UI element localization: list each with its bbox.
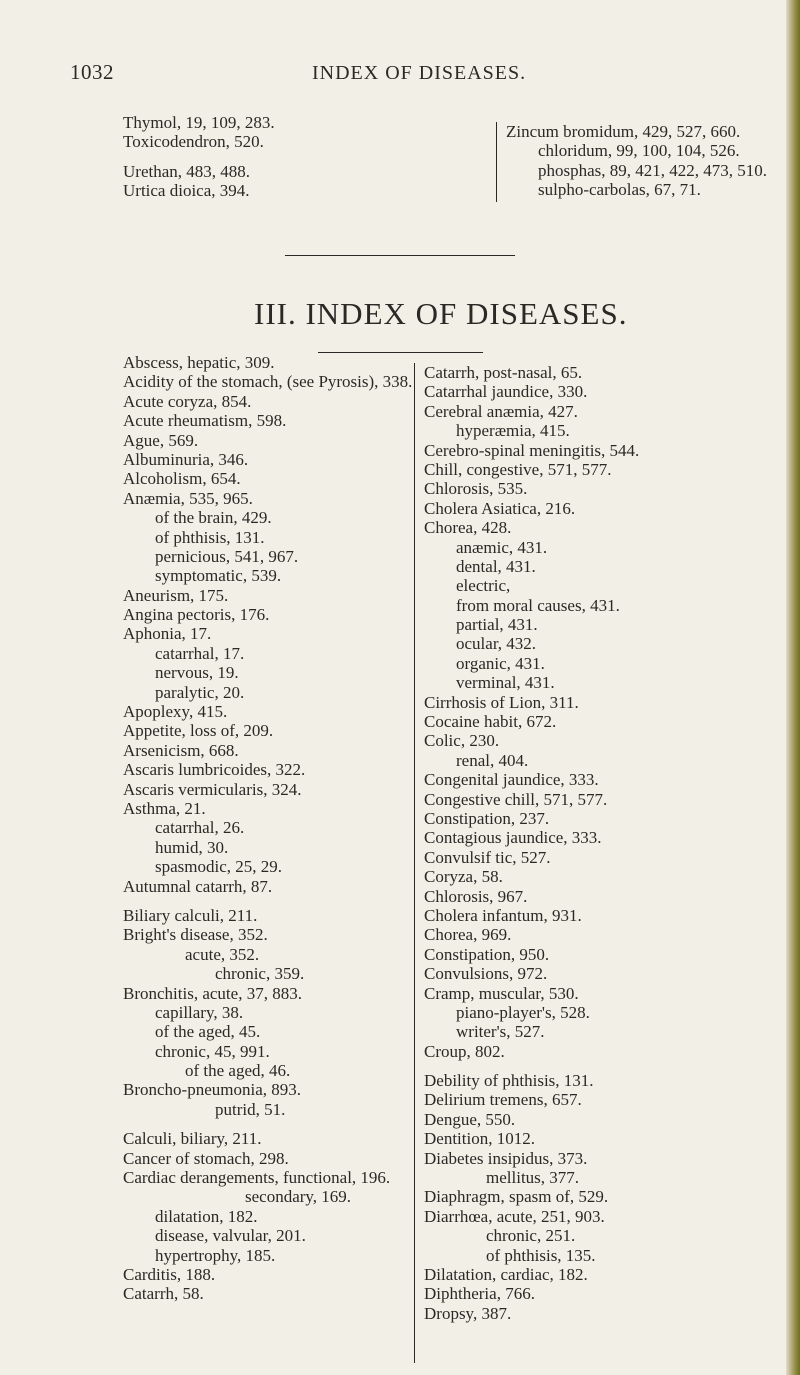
index-entry: Cancer of stomach, 298. (123, 1148, 289, 1168)
index-entry: Apoplexy, 415. (123, 702, 228, 722)
index-entry: Convulsions, 972. (424, 964, 548, 984)
index-subentry: chloridum, 99, 100, 104, 526. (538, 141, 740, 161)
index-subentry: catarrhal, 26. (155, 818, 245, 838)
index-subentry: chronic, 359. (215, 964, 305, 984)
index-subentry: catarrhal, 17. (155, 643, 245, 663)
index-subentry: acute, 352. (185, 944, 260, 964)
index-subentry: of phthisis, 131. (155, 527, 265, 547)
index-entry: Chlorosis, 535. (424, 479, 528, 499)
index-subentry: disease, valvular, 201. (155, 1226, 306, 1246)
index-entry: Congenital jaundice, 333. (424, 770, 599, 790)
index-entry: Carditis, 188. (123, 1264, 216, 1284)
index-subentry: nervous, 19. (155, 663, 239, 683)
index-entry: Dilatation, cardiac, 182. (424, 1264, 588, 1284)
index-block-top-left (123, 113, 275, 201)
index-entry: Constipation, 950. (424, 944, 550, 964)
index-column-right (414, 363, 639, 1363)
index-entry: Cocaine habit, 672. (424, 712, 557, 732)
section-divider-rule (285, 255, 515, 256)
index-entry: Ague, 569. (123, 430, 199, 450)
index-subentry: verminal, 431. (456, 673, 555, 693)
index-entry: Catarrh, 58. (123, 1284, 204, 1304)
index-subentry: dental, 431. (456, 556, 536, 576)
index-subentry: of the aged, 45. (155, 1022, 261, 1042)
entry-gap (123, 152, 275, 162)
index-entry: Dentition, 1012. (424, 1129, 535, 1149)
index-entry: Debility of phthisis, 131. (424, 1071, 594, 1091)
index-entry: Urtica dioica, 394. (123, 181, 250, 201)
index-entry: Cerebral anæmia, 427. (424, 401, 578, 421)
index-subentry: of the brain, 429. (155, 508, 272, 528)
running-header: INDEX OF DISEASES. (312, 62, 527, 84)
index-entry: Diabetes insipidus, 373. (424, 1148, 588, 1168)
index-entry: Broncho-pneumonia, 893. (123, 1080, 301, 1100)
index-subentry: of phthisis, 135. (486, 1245, 596, 1265)
index-block-top-right (496, 122, 767, 202)
index-subentry: from moral causes, 431. (456, 595, 620, 615)
index-entry: Cramp, muscular, 530. (424, 983, 579, 1003)
index-entry: Zincum bromidum, 429, 527, 660. (506, 122, 741, 141)
index-subentry: paralytic, 20. (155, 682, 245, 702)
index-entry: Urethan, 483, 488. (123, 161, 251, 181)
index-subentry: capillary, 38. (155, 1002, 244, 1022)
index-entry: Chlorosis, 967. (424, 886, 528, 906)
index-entry: Cardiac derangements, functional, 196. (123, 1168, 391, 1188)
page-edge-binding (786, 0, 800, 1375)
index-entry: Cerebro-spinal meningitis, 544. (424, 440, 640, 460)
index-entry: Thymol, 19, 109, 283. (123, 113, 275, 132)
index-entry: Asthma, 21. (123, 798, 206, 818)
index-entry: Toxicodendron, 520. (123, 132, 264, 152)
index-subentry: partial, 431. (456, 615, 538, 635)
index-subentry: electric, (456, 576, 511, 596)
index-subentry: secondary, 169. (245, 1187, 352, 1207)
index-entry: Colic, 230. (424, 731, 500, 751)
index-subentry: piano-player's, 528. (456, 1002, 590, 1022)
index-entry: Acute rheumatism, 598. (123, 411, 287, 431)
index-subentry: writer's, 527. (456, 1022, 545, 1042)
index-entry: Diarrhœa, acute, 251, 903. (424, 1206, 605, 1226)
index-entry: Ascaris vermicularis, 324. (123, 779, 302, 799)
index-entry: Delirium tremens, 657. (424, 1090, 582, 1110)
index-subentry: of the aged, 46. (185, 1061, 291, 1081)
index-subentry: humid, 30. (155, 837, 229, 857)
index-entry: Diaphragm, spasm of, 529. (424, 1187, 609, 1207)
index-entry: Chorea, 428. (424, 518, 512, 538)
index-entry: Appetite, loss of, 209. (123, 721, 274, 741)
index-subentry: organic, 431. (456, 653, 545, 673)
index-entry: Diphtheria, 766. (424, 1284, 535, 1304)
index-entry: Croup, 802. (424, 1041, 505, 1061)
index-entry: Constipation, 237. (424, 808, 550, 828)
index-entry: Aphonia, 17. (123, 624, 212, 644)
index-entry: Acute coryza, 854. (123, 391, 252, 411)
index-entry: Cirrhosis of Lion, 311. (424, 692, 579, 712)
index-subentry: spasmodic, 25, 29. (155, 857, 283, 877)
index-subentry: phosphas, 89, 421, 422, 473, 510. (538, 160, 768, 180)
index-entry: Calculi, biliary, 211. (123, 1129, 262, 1149)
index-entry: Coryza, 58. (424, 867, 503, 887)
index-subentry: mellitus, 377. (486, 1168, 580, 1188)
index-entry: Congestive chill, 571, 577. (424, 789, 608, 809)
index-entry: Dropsy, 387. (424, 1303, 512, 1323)
index-subentry: putrid, 51. (215, 1099, 286, 1119)
index-subentry: hypertrophy, 185. (155, 1245, 276, 1265)
index-subentry: pernicious, 541, 967. (155, 546, 299, 566)
index-entry: Dengue, 550. (424, 1109, 516, 1129)
index-subentry: renal, 404. (456, 750, 529, 770)
entry-gap (123, 896, 412, 906)
index-entry: Contagious jaundice, 333. (424, 828, 602, 848)
index-entry: Catarrh, post-nasal, 65. (424, 363, 583, 382)
index-subentry: hyperæmia, 415. (456, 421, 570, 441)
index-subentry: symptomatic, 539. (155, 566, 282, 586)
index-entry: Catarrhal jaundice, 330. (424, 382, 588, 402)
index-subentry: chronic, 45, 991. (155, 1041, 270, 1061)
index-entry: Bronchitis, acute, 37, 883. (123, 983, 302, 1003)
index-entry: Convulsif tic, 527. (424, 847, 551, 867)
page-number: 1032 (70, 60, 114, 84)
index-column-left (123, 353, 412, 1304)
entry-gap (424, 1061, 639, 1071)
index-subentry: sulpho-carbolas, 67, 71. (538, 180, 701, 200)
index-subentry: anæmic, 431. (456, 537, 548, 557)
index-entry: Ascaris lumbricoides, 322. (123, 760, 306, 780)
section-title: III. INDEX OF DISEASES. (254, 296, 628, 331)
index-entry: Aneurism, 175. (123, 585, 229, 605)
index-subentry: chronic, 251. (486, 1226, 576, 1246)
index-entry: Arsenicism, 668. (123, 740, 239, 760)
index-entry: Angina pectoris, 176. (123, 605, 270, 625)
index-entry: Chill, congestive, 571, 577. (424, 459, 612, 479)
index-entry: Bright's disease, 352. (123, 925, 268, 945)
index-entry: Biliary calculi, 211. (123, 905, 258, 925)
index-entry: Cholera infantum, 931. (424, 905, 582, 925)
index-entry: Alcoholism, 654. (123, 469, 241, 489)
entry-gap (123, 1119, 412, 1129)
index-entry: Cholera Asiatica, 216. (424, 498, 576, 518)
index-entry: Chorea, 969. (424, 925, 512, 945)
index-entry: Albuminuria, 346. (123, 449, 249, 469)
index-entry: Abscess, hepatic, 309. (123, 353, 275, 372)
index-subentry: dilatation, 182. (155, 1206, 258, 1226)
index-entry: Autumnal catarrh, 87. (123, 876, 273, 896)
index-entry: Anæmia, 535, 965. (123, 488, 253, 508)
index-subentry: ocular, 432. (456, 634, 537, 654)
index-entry: Acidity of the stomach, (see Pyrosis), 338. (123, 372, 413, 392)
